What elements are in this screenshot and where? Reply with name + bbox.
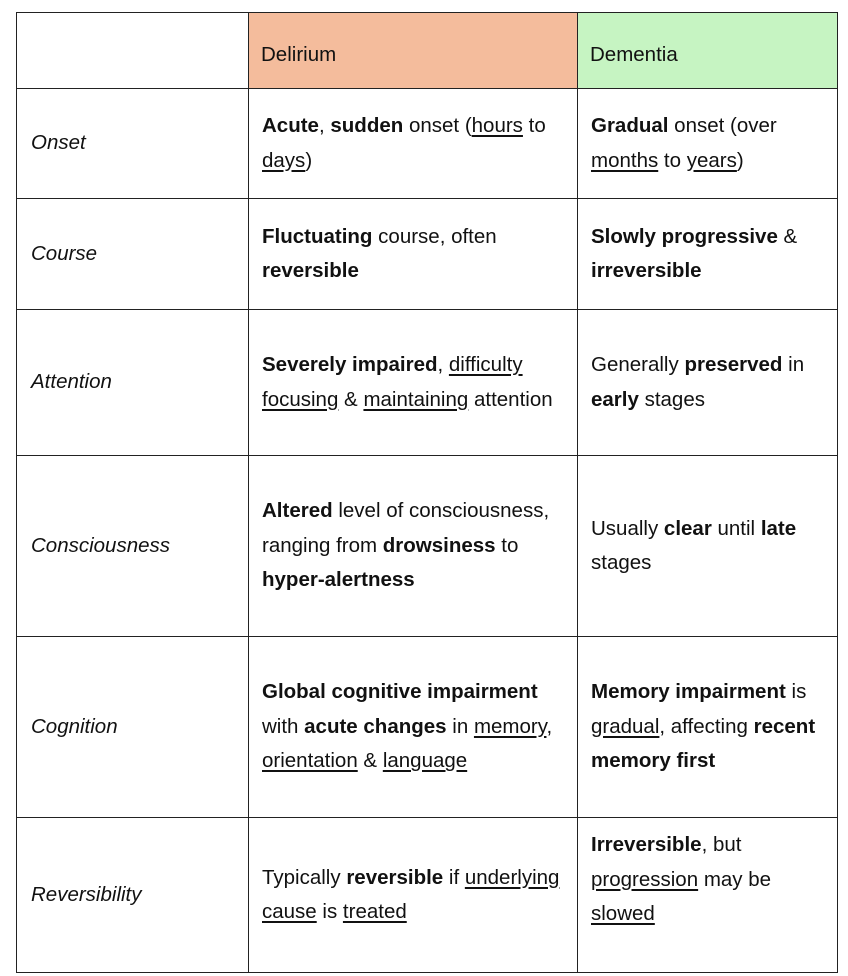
text-segment: to [658, 148, 687, 172]
dementia-reversibility-cell [578, 818, 838, 973]
table-row-attention [17, 310, 838, 456]
table-row-reversibility [17, 818, 838, 973]
text-segment: Global cognitive impairment [262, 680, 538, 704]
text-segment: orientation [262, 749, 358, 773]
delirium-consciousness-cell [249, 456, 578, 637]
text-segment: onset ( [403, 114, 472, 137]
table-row-cognition [17, 637, 838, 818]
text-segment: sudden [330, 114, 404, 137]
text-segment: Altered [262, 499, 333, 523]
text-segment: Gradual [591, 114, 669, 137]
text-segment: months [591, 148, 659, 172]
text-segment: clear [663, 516, 712, 540]
text-segment: onset (over [668, 114, 777, 137]
row-label-consciousness: Consciousness [17, 456, 249, 637]
text-segment: until [711, 516, 761, 540]
dementia-attention-cell [578, 310, 838, 456]
text-segment: , [437, 353, 449, 376]
text-segment: acute changes [304, 714, 447, 738]
text-segment: early [591, 387, 639, 411]
text-segment: is [785, 680, 807, 704]
text-segment: late [760, 516, 797, 540]
text-segment: Slowly progressive [591, 224, 778, 248]
text-segment: preserved [684, 353, 783, 376]
text-segment: , [546, 714, 553, 738]
text-segment: Severely impaired [262, 353, 438, 376]
text-segment: Irreversible [591, 833, 702, 856]
text-segment: irreversible [591, 259, 702, 282]
table-row-consciousness [17, 456, 838, 637]
text-segment: if [443, 865, 465, 889]
text-segment: Memory impairment [591, 680, 786, 704]
delirium-course-cell [249, 199, 578, 310]
text-segment: memory [473, 714, 547, 738]
header-blank-cell [17, 13, 249, 89]
table-row-onset [17, 89, 838, 199]
text-segment: difficulty focusing [262, 353, 523, 411]
text-segment: , but [701, 833, 742, 856]
text-segment: Generally [591, 353, 685, 376]
row-label-onset: Onset [17, 89, 249, 199]
text-segment: to [495, 533, 519, 557]
delirium-reversibility-cell [249, 818, 578, 973]
comparison-table [16, 12, 838, 973]
header-dementia: Dementia [578, 13, 838, 89]
text-segment: gradual [591, 714, 660, 738]
text-segment: stages [638, 387, 705, 411]
text-segment: progression [591, 867, 699, 891]
delirium-onset-cell [249, 89, 578, 199]
table-row-course [17, 199, 838, 310]
text-segment: with [262, 714, 305, 738]
text-segment: drowsiness [382, 533, 496, 557]
row-label-cognition: Cognition [17, 637, 249, 818]
text-segment: ) [736, 148, 744, 172]
dementia-course-cell [578, 199, 838, 310]
text-segment: days [262, 148, 306, 172]
text-segment: & [357, 749, 383, 773]
text-segment: Acute [262, 114, 319, 137]
header-row [17, 13, 838, 89]
text-segment: Typically [262, 865, 347, 889]
text-segment: to [522, 114, 546, 137]
delirium-attention-cell [249, 310, 578, 456]
text-segment: slowed [591, 902, 655, 925]
header-delirium: Delirium [249, 13, 578, 89]
text-segment: hyper-alertness [262, 568, 415, 592]
text-segment: underlying cause [262, 865, 560, 923]
text-segment: treated [342, 900, 407, 923]
text-segment: course, often [372, 224, 497, 248]
text-segment: years [686, 148, 737, 172]
text-segment: Usually [591, 516, 664, 540]
text-segment: hours [471, 114, 523, 137]
text-segment: Fluctuating [262, 224, 373, 248]
text-segment: is [316, 900, 343, 923]
text-segment: & [338, 387, 364, 411]
text-segment: recent memory first [591, 714, 816, 773]
text-segment: language [382, 749, 468, 773]
delirium-cognition-cell [249, 637, 578, 818]
text-segment: stages [591, 551, 652, 574]
row-label-reversibility: Reversibility [17, 818, 249, 973]
text-segment: , [318, 114, 331, 137]
text-segment: reversible [346, 865, 444, 889]
row-label-course: Course [17, 199, 249, 310]
row-label-attention: Attention [17, 310, 249, 456]
text-segment: level of consciousness, ranging from [262, 499, 550, 557]
dementia-onset-cell [578, 89, 838, 199]
text-segment: attention [468, 387, 553, 411]
text-segment: ) [305, 148, 313, 172]
text-segment: in [782, 353, 805, 376]
text-segment: reversible [262, 259, 359, 282]
text-segment: & [777, 224, 798, 248]
dementia-consciousness-cell [578, 456, 838, 637]
text-segment: in [446, 714, 474, 738]
text-segment: may be [698, 867, 772, 891]
text-segment: maintaining [363, 387, 469, 411]
text-segment: , affecting [659, 714, 754, 738]
dementia-cognition-cell [578, 637, 838, 818]
